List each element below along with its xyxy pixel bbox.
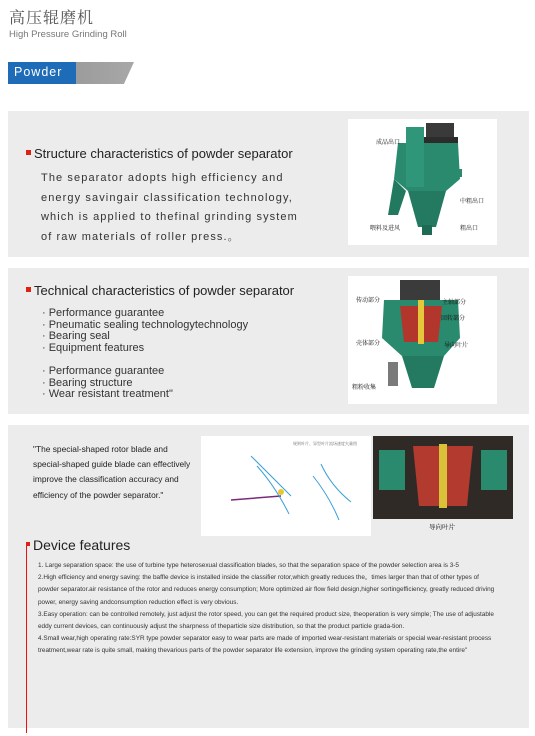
- technical-title: Technical characteristics of powder separator: [26, 283, 294, 298]
- section-tab-label: Powder: [14, 65, 63, 79]
- separator-cutaway-photo: [348, 276, 497, 404]
- label-medium-outlet: 中粗出口: [460, 199, 485, 205]
- label-spindle: 主轴部分: [442, 300, 467, 306]
- guide-vane-photo: [373, 436, 513, 519]
- divider-line: [26, 543, 27, 733]
- bullet-square-icon: [26, 150, 31, 155]
- feature-item: 1. Large separation space: the use of turbine type heterosexual classification blades, so that the separation space of the powder selection area is 3-5: [38, 562, 459, 569]
- technical-list-b: [42, 366, 173, 401]
- label-housing: 壳体部分: [356, 341, 381, 347]
- page-header: [9, 5, 127, 40]
- separator-photo: [348, 119, 497, 245]
- list-item: · Equipment features: [42, 341, 145, 354]
- label-coarse-outlet: 粗出口: [460, 226, 479, 232]
- rotor-quote: "The special-shaped rotor blade and special-shaped guide blade can effectively improve the classification accuracy and efficiency of the powder separator.": [33, 444, 191, 500]
- page-title-en: High Pressure Grinding Roll: [9, 29, 127, 40]
- device-title: Device features: [26, 537, 130, 553]
- device-features-body: [38, 560, 496, 658]
- flow-field-diagram: [201, 436, 371, 536]
- label-coarse-collection: 粗粉收集: [352, 385, 377, 391]
- list-item: · Performance guarantee: [42, 365, 165, 377]
- label-rotor: 回转部分: [441, 316, 466, 322]
- flow-vector-image: [201, 436, 371, 536]
- label-guide-vane: 导向叶片: [444, 343, 469, 349]
- list-item: · Bearing structure: [42, 376, 133, 389]
- label-drive: 传动部分: [356, 298, 381, 304]
- feature-item: 4.Small wear,high operating rate:SYR type powder separator easy to wear parts are made of imported wear-resistant materials or special wear-resistant process treatment,wear rate is quite small, making thevarious parts of the powder separator life extension, improve the grinding system operating rate,the entire": [38, 635, 492, 655]
- label-feed-inlet: 喂料及进风: [370, 226, 401, 232]
- guide-vane-image: [373, 436, 513, 519]
- diagram-caption: 规则叶片、异型叶片流场速度矢量图: [293, 441, 357, 446]
- feature-item: 3.Easy operation: can be controlled remotely, just adjust the rotor speed, you can get the required product size, theoperation is very simple; The use of adjustable eddy current devices, can continuously adjust the sharpness of theparticle size distribution, so that the product particle grada-tion.: [38, 610, 494, 631]
- bullet-square-icon: [26, 542, 30, 546]
- list-item: · Performance guarantee: [42, 307, 165, 319]
- list-item: · Wear resistant treatment": [42, 388, 173, 400]
- feature-item: 2.High efficiency and energy saving: the baffle device is installed inside the classifier rotor,which greatly reduces the。times larger than that of other types of powder separator.air resistance of the rotor and reduces energy consumption; More optimized air flow field design,higher sortingefficiency, greatly reduced driving power, energy saving andconsumption reduction effect is very obvious.: [38, 574, 495, 606]
- guide-vane-caption: 导向叶片: [429, 524, 455, 531]
- technical-list-a: [42, 308, 248, 354]
- structure-title: Structure characteristics of powder separator: [26, 146, 293, 161]
- list-item: · Pneumatic sealing technologytechnology: [42, 318, 249, 331]
- bullet-square-icon: [26, 287, 31, 292]
- page-title-cn: 高压辊磨机: [9, 10, 95, 27]
- structure-text: The separator adopts high efficiency and energy savingair classification technology, which is applied to thefinal grinding system of raw materials of roller press.。: [41, 172, 298, 243]
- label-product-outlet: 成品出口: [376, 140, 401, 146]
- list-item: · Bearing seal: [42, 330, 110, 342]
